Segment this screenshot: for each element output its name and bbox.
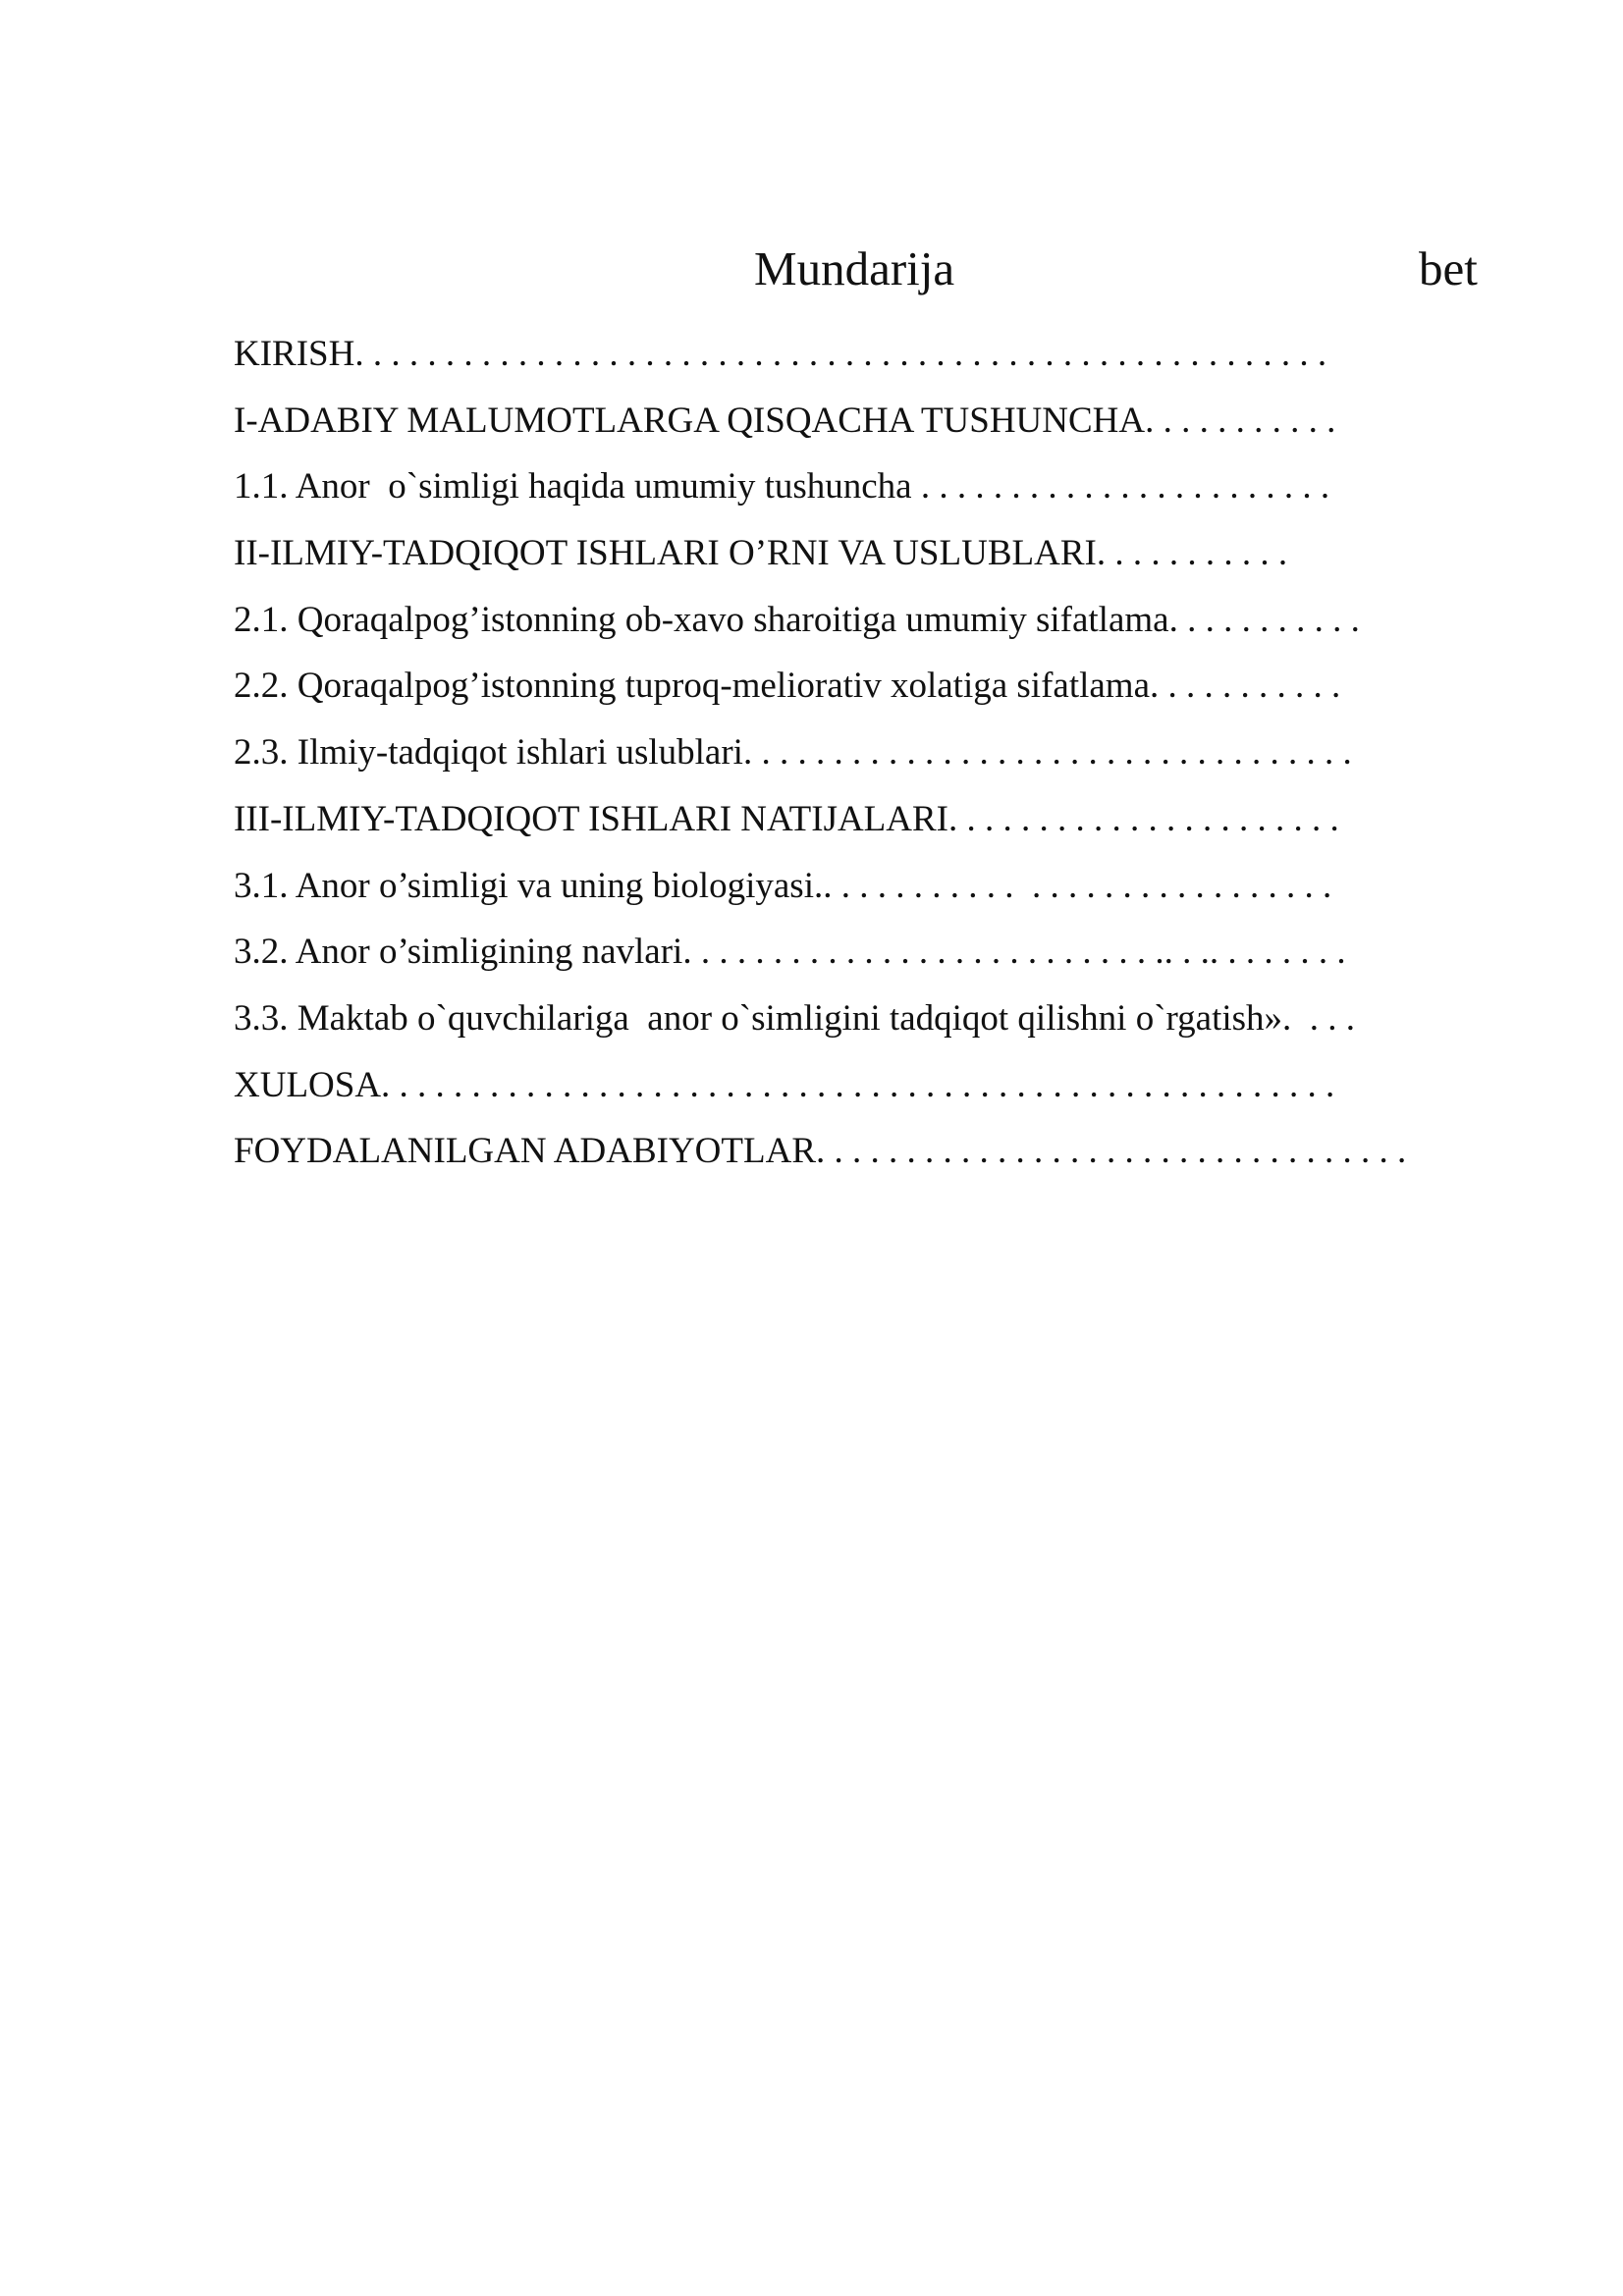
toc-title: Mundarija bbox=[754, 241, 955, 295]
toc-entry-section-3-1: 3.1. Anor o’simligi va uning biologiyasi.. . . . . . . . . . . . . . . . . . . . . . . . . . . . bbox=[234, 865, 1332, 906]
toc-entry-chapter-1: I-ADABIY MALUMOTLARGA QISQACHA TUSHUNCHA. . . . . . . . . . . bbox=[234, 400, 1336, 441]
toc-entry-section-2-2: 2.2. Qoraqalpog’istonning tuproq-meliorativ xolatiga sifatlama. . . . . . . . . . . bbox=[234, 666, 1341, 707]
toc-entry-section-2-3: 2.3. Ilmiy-tadqiqot ishlari uslublari. . . . . . . . . . . . . . . . . . . . . . . . . . . . . . . . . . bbox=[234, 732, 1352, 774]
toc-entry-section-2-1: 2.1. Qoraqalpog’istonning ob-xavo sharoitiga umumiy sifatlama. . . . . . . . . . . bbox=[234, 599, 1360, 640]
toc-entry-section-1-1: 1.1. Anor o`simligi haqida umumiy tushuncha . . . . . . . . . . . . . . . . . . . . . . . bbox=[234, 466, 1330, 507]
toc-entry-section-3-2: 3.2. Anor o’simligining navlari. . . . . . . . . . . . . . . . . . . . . . . . . . .. . .. . . . . . . . bbox=[234, 932, 1346, 973]
toc-entry-chapter-2: II-ILMIY-TADQIQOT ISHLARI O’RNI VA USLUBLARI. . . . . . . . . . . bbox=[234, 533, 1288, 574]
toc-entry-kirish: KIRISH. . . . . . . . . . . . . . . . . . . . . . . . . . . . . . . . . . . . . . . . . . . . . . . . . . . . . . bbox=[234, 334, 1327, 374]
toc-entry-chapter-3: III-ILMIY-TADQIQOT ISHLARI NATIJALARI. . . . . . . . . . . . . . . . . . . . . . bbox=[234, 798, 1339, 839]
toc-entry-xulosa: XULOSA. . . . . . . . . . . . . . . . . . . . . . . . . . . . . . . . . . . . . . . . . . . . . . . . . . . . . bbox=[234, 1064, 1335, 1105]
table-of-contents bbox=[234, 321, 1510, 1185]
toc-entry-section-3-3: 3.3. Maktab o`quvchilariga anor o`simligini tadqiqot qilishni o`rgatish». . . . bbox=[234, 997, 1356, 1039]
page-number-column-heading: bet bbox=[1419, 241, 1478, 295]
toc-entry-bibliography: FOYDALANILGAN ADABIYOTLAR. . . . . . . . . . . . . . . . . . . . . . . . . . . . . . . . . bbox=[234, 1131, 1407, 1172]
